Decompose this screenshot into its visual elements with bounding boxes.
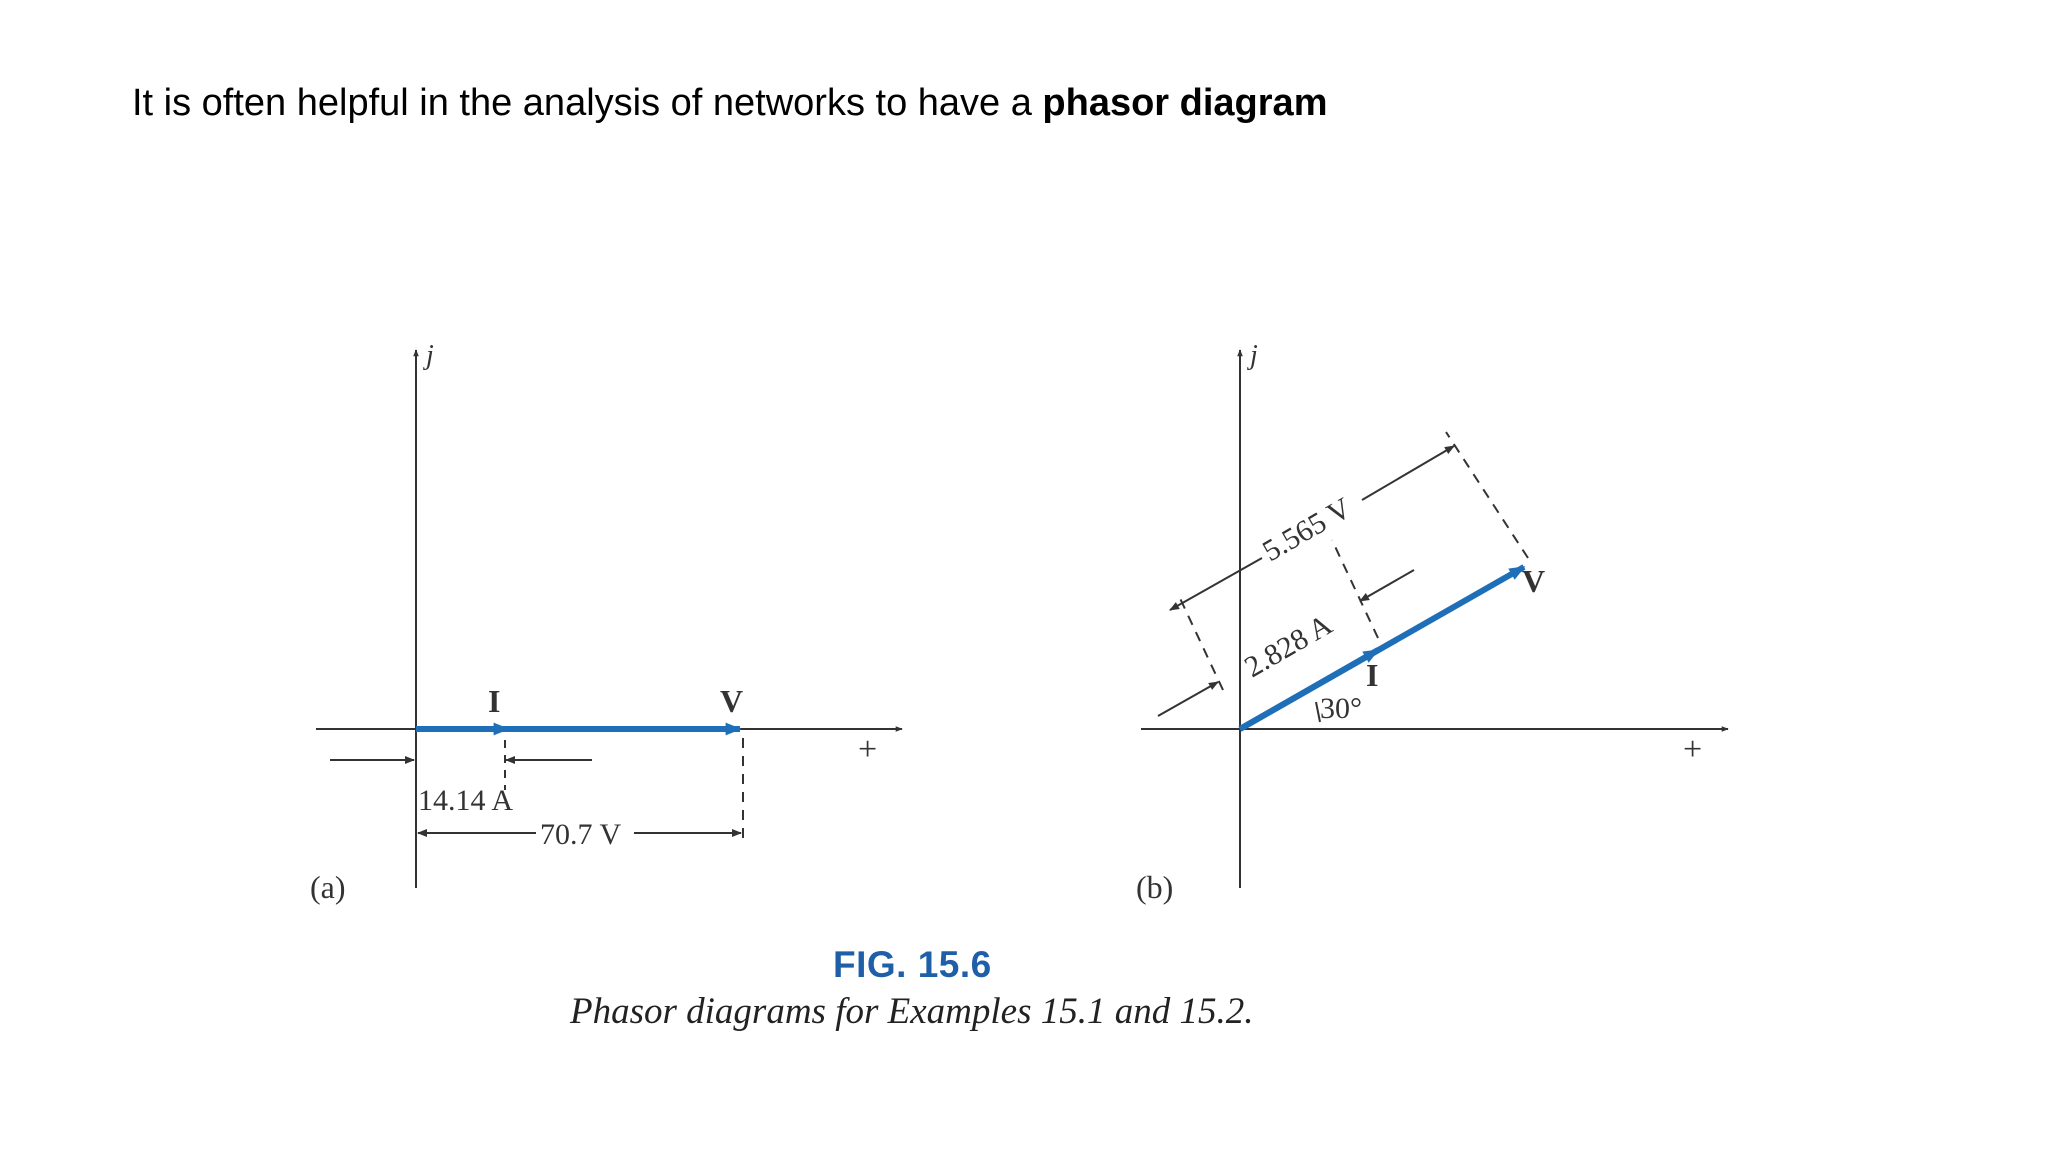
figure-number: FIG. 15.6 (833, 944, 992, 985)
panel-b-phasor-I-label: I (1366, 657, 1379, 693)
panel-a-dim-V-label: 70.7 V (540, 818, 622, 851)
panel-b-dim-V-arrow-right (1362, 446, 1454, 500)
panel-b-ext-origin (1178, 594, 1223, 690)
panel-a-real-axis-label: + (858, 731, 878, 768)
panel-a (310, 340, 902, 905)
panel-b (1136, 340, 1728, 905)
panel-a-imag-axis-label: j (426, 340, 434, 371)
panel-b-phasor-V-label: V (1522, 563, 1546, 599)
panel-b-ext-I (1332, 540, 1378, 638)
panel-b-dim-I-arrow-right (1360, 570, 1414, 601)
panel-b-dim-V-arrow-left (1170, 558, 1262, 610)
slide-text-bold: phasor diagram (1042, 82, 1328, 124)
panel-b-dim-I-label: 2.828 A (1239, 607, 1338, 685)
panel-b-imag-axis-label: j (1250, 340, 1258, 371)
panel-b-label: (b) (1136, 869, 1174, 905)
panel-b-ext-V (1446, 432, 1528, 558)
panel-a-phasor-I-label: I (488, 683, 501, 719)
panel-a-dim-I-label: 14.14 A (418, 784, 514, 817)
panel-b-dim-V-label: 5.565 V (1257, 491, 1357, 569)
panel-b-dim-I-arrow-left (1158, 682, 1218, 716)
slide-text-prefix: It is often helpful in the analysis of networks to have a (132, 82, 1043, 124)
panel-b-angle-label: 30° (1320, 692, 1362, 725)
figure-caption: Phasor diagrams for Examples 15.1 and 15.2. (570, 991, 1254, 1032)
panel-b-real-axis-label: + (1683, 731, 1703, 768)
panel-a-phasor-V-label: V (720, 683, 744, 719)
panel-a-label: (a) (310, 869, 346, 905)
